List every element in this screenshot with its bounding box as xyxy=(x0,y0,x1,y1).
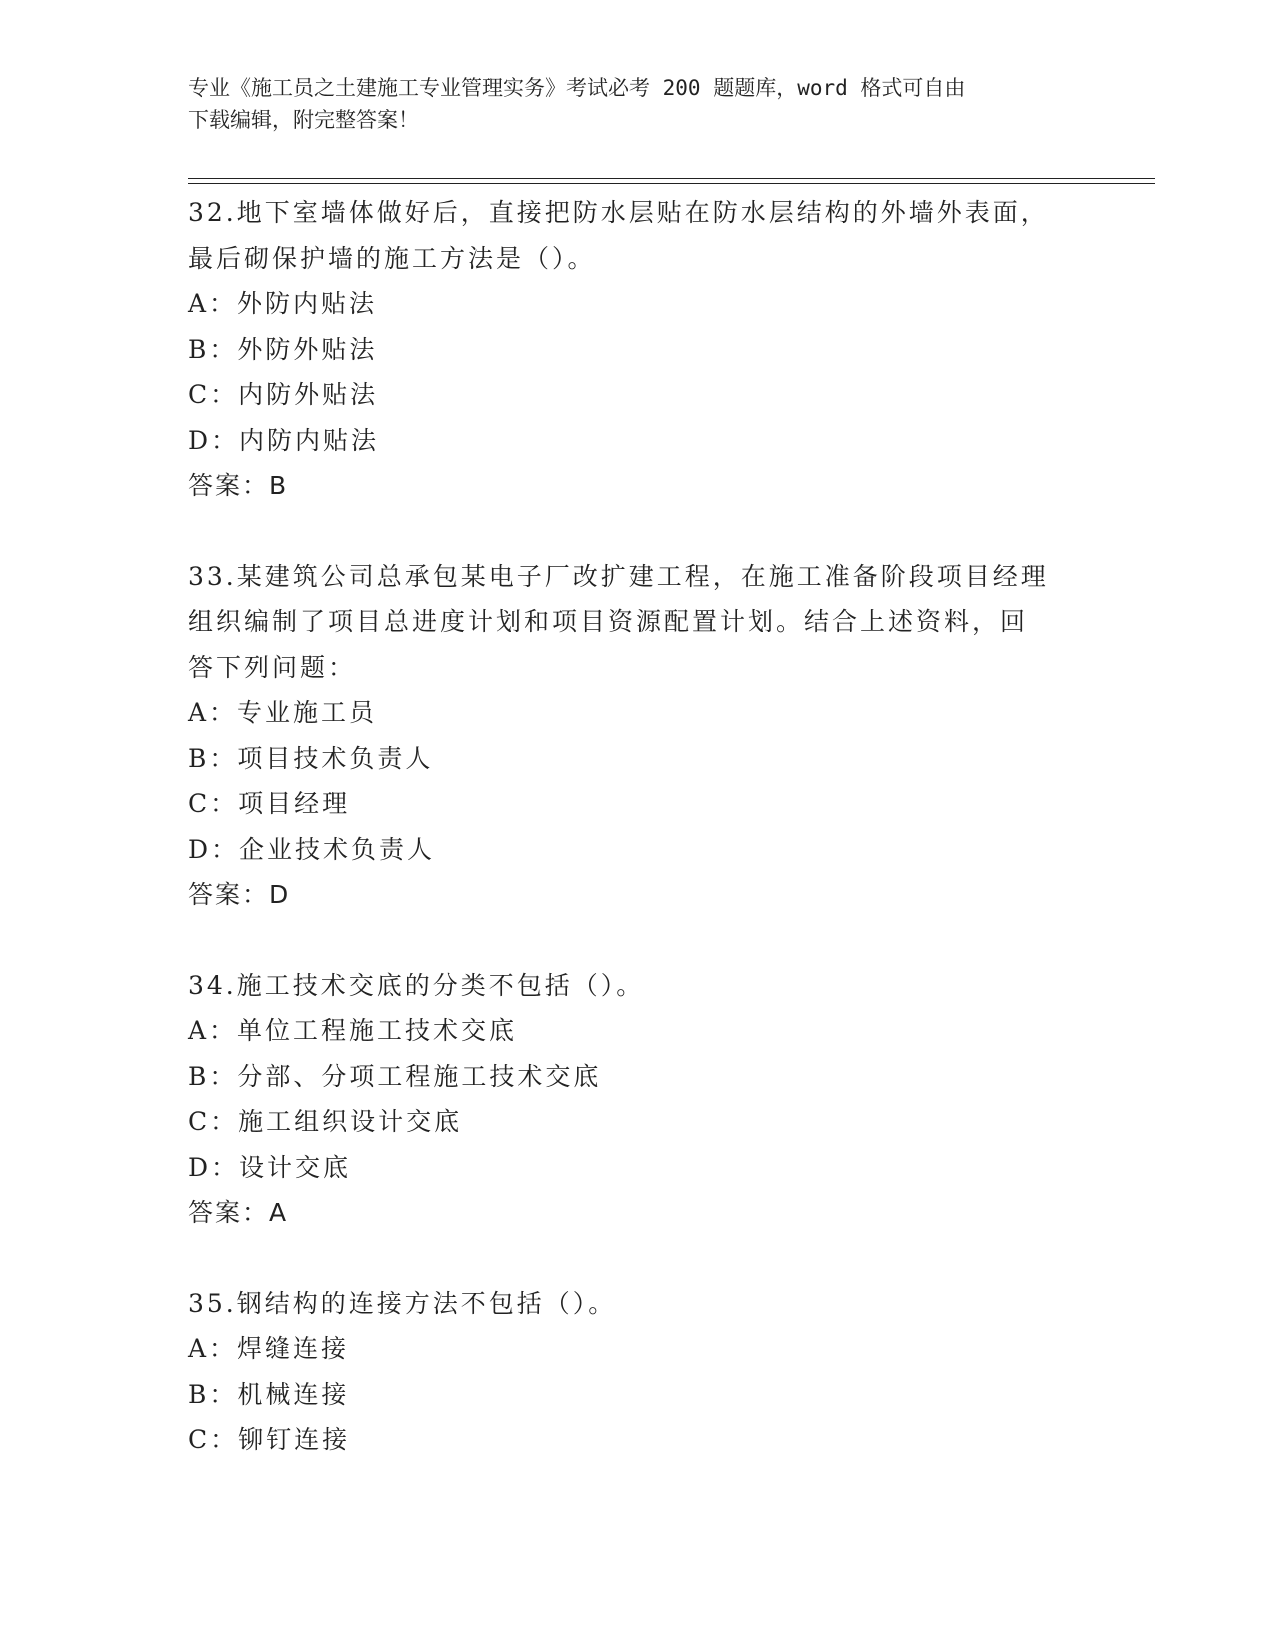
answer-option: A：焊缝连接 xyxy=(188,1334,350,1363)
answer-option: A：专业施工员 xyxy=(188,698,378,727)
answer-key: 答案：A xyxy=(188,1198,289,1227)
answer-key: 答案：D xyxy=(188,880,291,909)
question-stem-line: 34.施工技术交底的分类不包括（）。 xyxy=(188,970,645,1000)
document-header xyxy=(188,72,1088,136)
answer-option: A：单位工程施工技术交底 xyxy=(188,1016,518,1045)
answer-option: B：机械连接 xyxy=(188,1379,350,1409)
question-stem-line: 组织编制了项目总进度计划和项目资源配置计划。结合上述资料，回 xyxy=(188,607,1029,636)
answer-key: 答案：B xyxy=(188,471,289,500)
answer-option: C：项目经理 xyxy=(188,789,351,818)
question-stem-line: 35.钢结构的连接方法不包括（）。 xyxy=(188,1288,617,1318)
question-block xyxy=(188,1281,1098,1463)
answer-option: A：外防内贴法 xyxy=(188,289,378,318)
answer-option: D：设计交底 xyxy=(188,1152,352,1182)
answer-option: B：项目技术负责人 xyxy=(188,743,434,773)
question-stem-line: 最后砌保护墙的施工方法是（）。 xyxy=(188,243,596,273)
question-stem-line: 32.地下室墙体做好后，直接把防水层贴在防水层结构的外墙外表面， xyxy=(188,198,1049,227)
header-divider-bottom xyxy=(188,183,1155,184)
answer-option: C：铆钉连接 xyxy=(188,1425,351,1454)
answer-option: D：企业技术负责人 xyxy=(188,834,436,864)
answer-option: C：施工组织设计交底 xyxy=(188,1107,463,1136)
header-divider-top xyxy=(188,178,1155,179)
header-line-1: 专业《施工员之土建施工专业管理实务》考试必考 200 题题库，word 格式可自由 xyxy=(188,76,966,100)
answer-option: D：内防内贴法 xyxy=(188,425,380,455)
header-line-2: 下载编辑，附完整答案！ xyxy=(188,108,419,132)
question-block xyxy=(188,190,1098,509)
answer-option: B：外防外贴法 xyxy=(188,334,378,364)
answer-option: C：内防外贴法 xyxy=(188,380,379,409)
answer-option: B：分部、分项工程施工技术交底 xyxy=(188,1061,602,1091)
question-block xyxy=(188,554,1098,918)
question-stem-line: 答下列问题： xyxy=(188,652,357,682)
question-list xyxy=(188,190,1098,1508)
question-stem-line: 33.某建筑公司总承包某电子厂改扩建工程，在施工准备阶段项目经理 xyxy=(188,561,1049,591)
question-block xyxy=(188,963,1098,1236)
